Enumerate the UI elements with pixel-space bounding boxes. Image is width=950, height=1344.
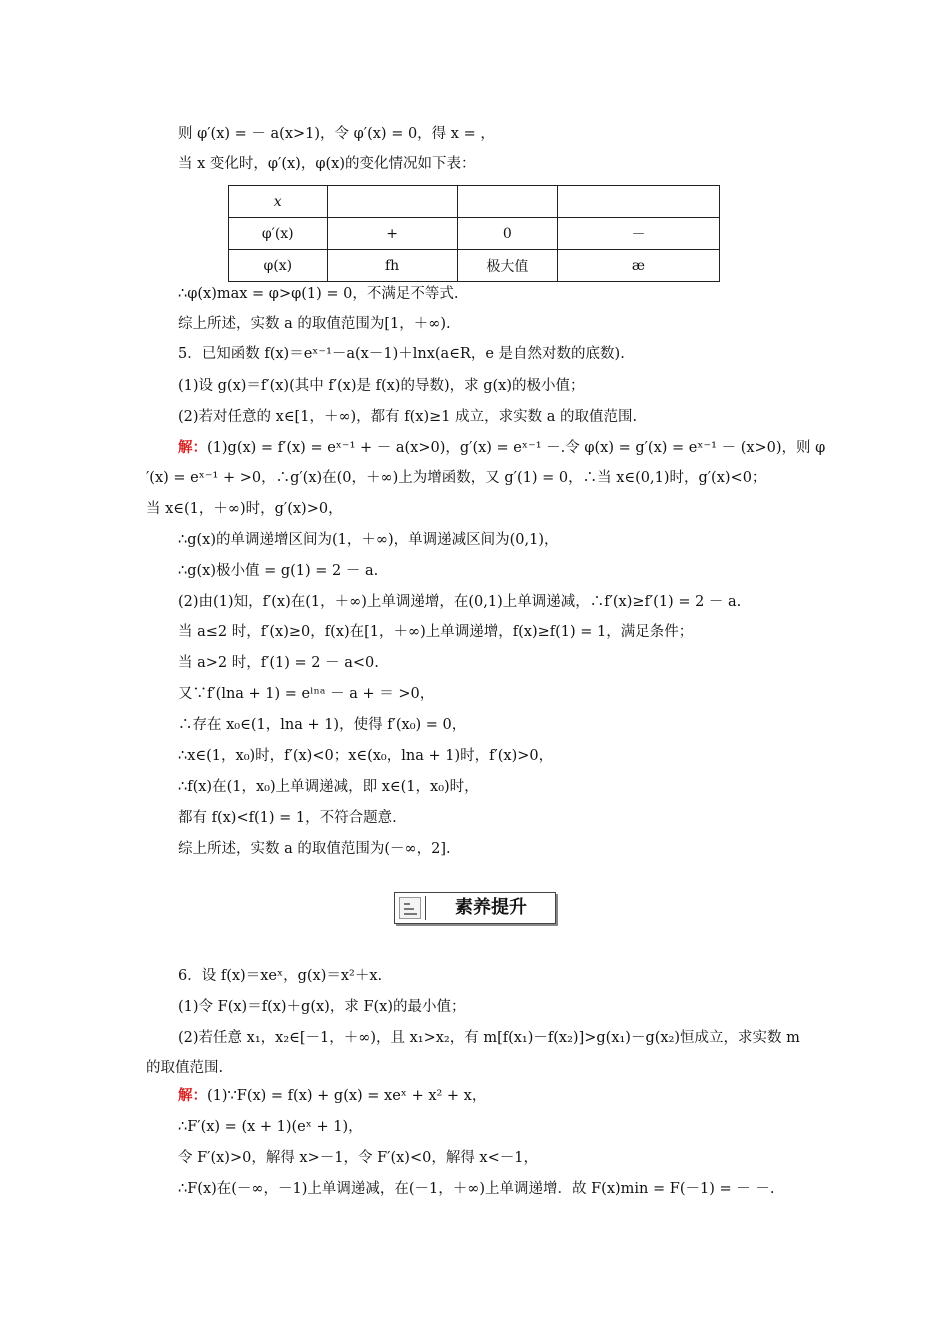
- section-icon: [399, 897, 421, 919]
- text-line: ∴φ(x)max = φ>φ(1) = 0，不满足不等式.: [178, 286, 459, 302]
- text-line: 当 a>2 时，f′(1) = 2 － a<0.: [178, 655, 379, 671]
- divider: [425, 896, 426, 920]
- table-cell: [558, 186, 720, 218]
- solution-line: [178, 438, 825, 458]
- text-line: ∴F(x)在(－∞，－1)上单调递减，在(－1，＋∞)上单调递增．故 F(x)min = F(－1) = － －.: [178, 1181, 775, 1197]
- table-row: [229, 250, 720, 282]
- variation-table: [228, 185, 720, 282]
- section-banner: [394, 892, 556, 924]
- text-line: 令 F′(x)>0，解得 x>－1，令 F′(x)<0，解得 x<－1，: [178, 1150, 538, 1166]
- table-cell: æ: [558, 250, 720, 282]
- table-cell: －: [558, 218, 720, 250]
- table-row: [229, 186, 720, 218]
- text-line: 当 x 变化时，φ′(x)，φ(x)的变化情况如下表：: [178, 156, 476, 172]
- text-line: ∴存在 x₀∈(1，lna + 1)，使得 f′(x₀) = 0，: [178, 717, 467, 733]
- table-cell: φ(x): [229, 250, 328, 282]
- table-row: [229, 218, 720, 250]
- table-cell: [327, 186, 457, 218]
- table-cell: +: [327, 218, 457, 250]
- table-cell: 0: [457, 218, 557, 250]
- text-line: 当 x∈(1，＋∞)时，g′(x)>0，: [146, 501, 343, 517]
- text-line: (2)若对任意的 x∈[1，＋∞)，都有 f(x)≥1 成立，求实数 a 的取值范围.: [178, 409, 638, 425]
- text-line: ′(x) = eˣ⁻¹ + >0，∴g′(x)在(0，＋∞)上为增函数，又 g′(1) = 0，∴当 x∈(0,1)时，g′(x)<0；: [146, 470, 767, 486]
- table-cell: fh: [327, 250, 457, 282]
- text-line: (1)设 g(x)＝f′(x)(其中 f′(x)是 f(x)的导数)，求 g(x)的极小值；: [178, 378, 585, 394]
- text-line: ∴g(x)极小值 = g(1) = 2 － a.: [178, 563, 379, 579]
- text-line: ∴x∈(1，x₀)时，f′(x)<0；x∈(x₀，lna + 1)时，f′(x)>0，: [178, 748, 554, 764]
- problem-statement: 5．已知函数 f(x)＝eˣ⁻¹－a(x－1)＋lnx(a∈R，e 是自然对数的底数).: [178, 346, 625, 362]
- solution-text: (1)∵F(x) = f(x) + g(x) = xeˣ + x² + x，: [207, 1088, 487, 1104]
- text-line: ∴F′(x) = (x + 1)(eˣ + 1)，: [178, 1119, 363, 1135]
- text-line: ∴g(x)的单调递增区间为(1，＋∞)，单调递减区间为(0,1)，: [178, 532, 559, 548]
- text-line: 综上所述，实数 a 的取值范围为(－∞，2].: [178, 841, 451, 857]
- table-cell: 极大值: [457, 250, 557, 282]
- text-line: (2)若任意 x₁，x₂∈[－1，＋∞)，且 x₁>x₂，有 m[f(x₁)－f(x₂)]>g(x₁)－g(x₂)恒成立，求实数 m: [178, 1030, 800, 1046]
- table-cell: x: [229, 186, 328, 218]
- text-line: 则 φ′(x) = － a(x>1)，令 φ′(x) = 0，得 x = ，: [178, 126, 495, 142]
- text-line: (2)由(1)知，f′(x)在(1，＋∞)上单调递增，在(0,1)上单调递减，∴f′(x)≥f′(1) = 2 － a.: [178, 594, 742, 610]
- text-line: (1)令 F(x)＝f(x)＋g(x)，求 F(x)的最小值；: [178, 999, 466, 1015]
- solution-label: 解：: [178, 439, 207, 456]
- solution-line: [178, 1086, 486, 1106]
- solution-text: (1)g(x) = f′(x) = eˣ⁻¹ + － a(x>0)，g′(x) = eˣ⁻¹ －.令 φ(x) = g′(x) = eˣ⁻¹ － (x>0)，则 φ: [207, 440, 826, 456]
- text-line: 当 a≤2 时，f′(x)≥0，f(x)在[1，＋∞)上单调递增，f(x)≥f(1) = 1，满足条件；: [178, 624, 694, 640]
- table-cell: [457, 186, 557, 218]
- text-line: 的取值范围.: [146, 1060, 224, 1076]
- section-title: 素养提升: [455, 897, 527, 918]
- table-cell: φ′(x): [229, 218, 328, 250]
- text-line: ∴f(x)在(1，x₀)上单调递减，即 x∈(1，x₀)时，: [178, 779, 479, 795]
- text-line: 综上所述，实数 a 的取值范围为[1，＋∞).: [178, 316, 451, 332]
- problem-statement: 6．设 f(x)＝xeˣ，g(x)＝x²＋x.: [178, 968, 383, 984]
- text-line: 又∵f′(lna + 1) = eˡⁿᵃ － a + ＝ >0，: [178, 686, 435, 702]
- text-line: 都有 f(x)<f(1) = 1，不符合题意.: [178, 810, 397, 826]
- solution-label: 解：: [178, 1087, 207, 1104]
